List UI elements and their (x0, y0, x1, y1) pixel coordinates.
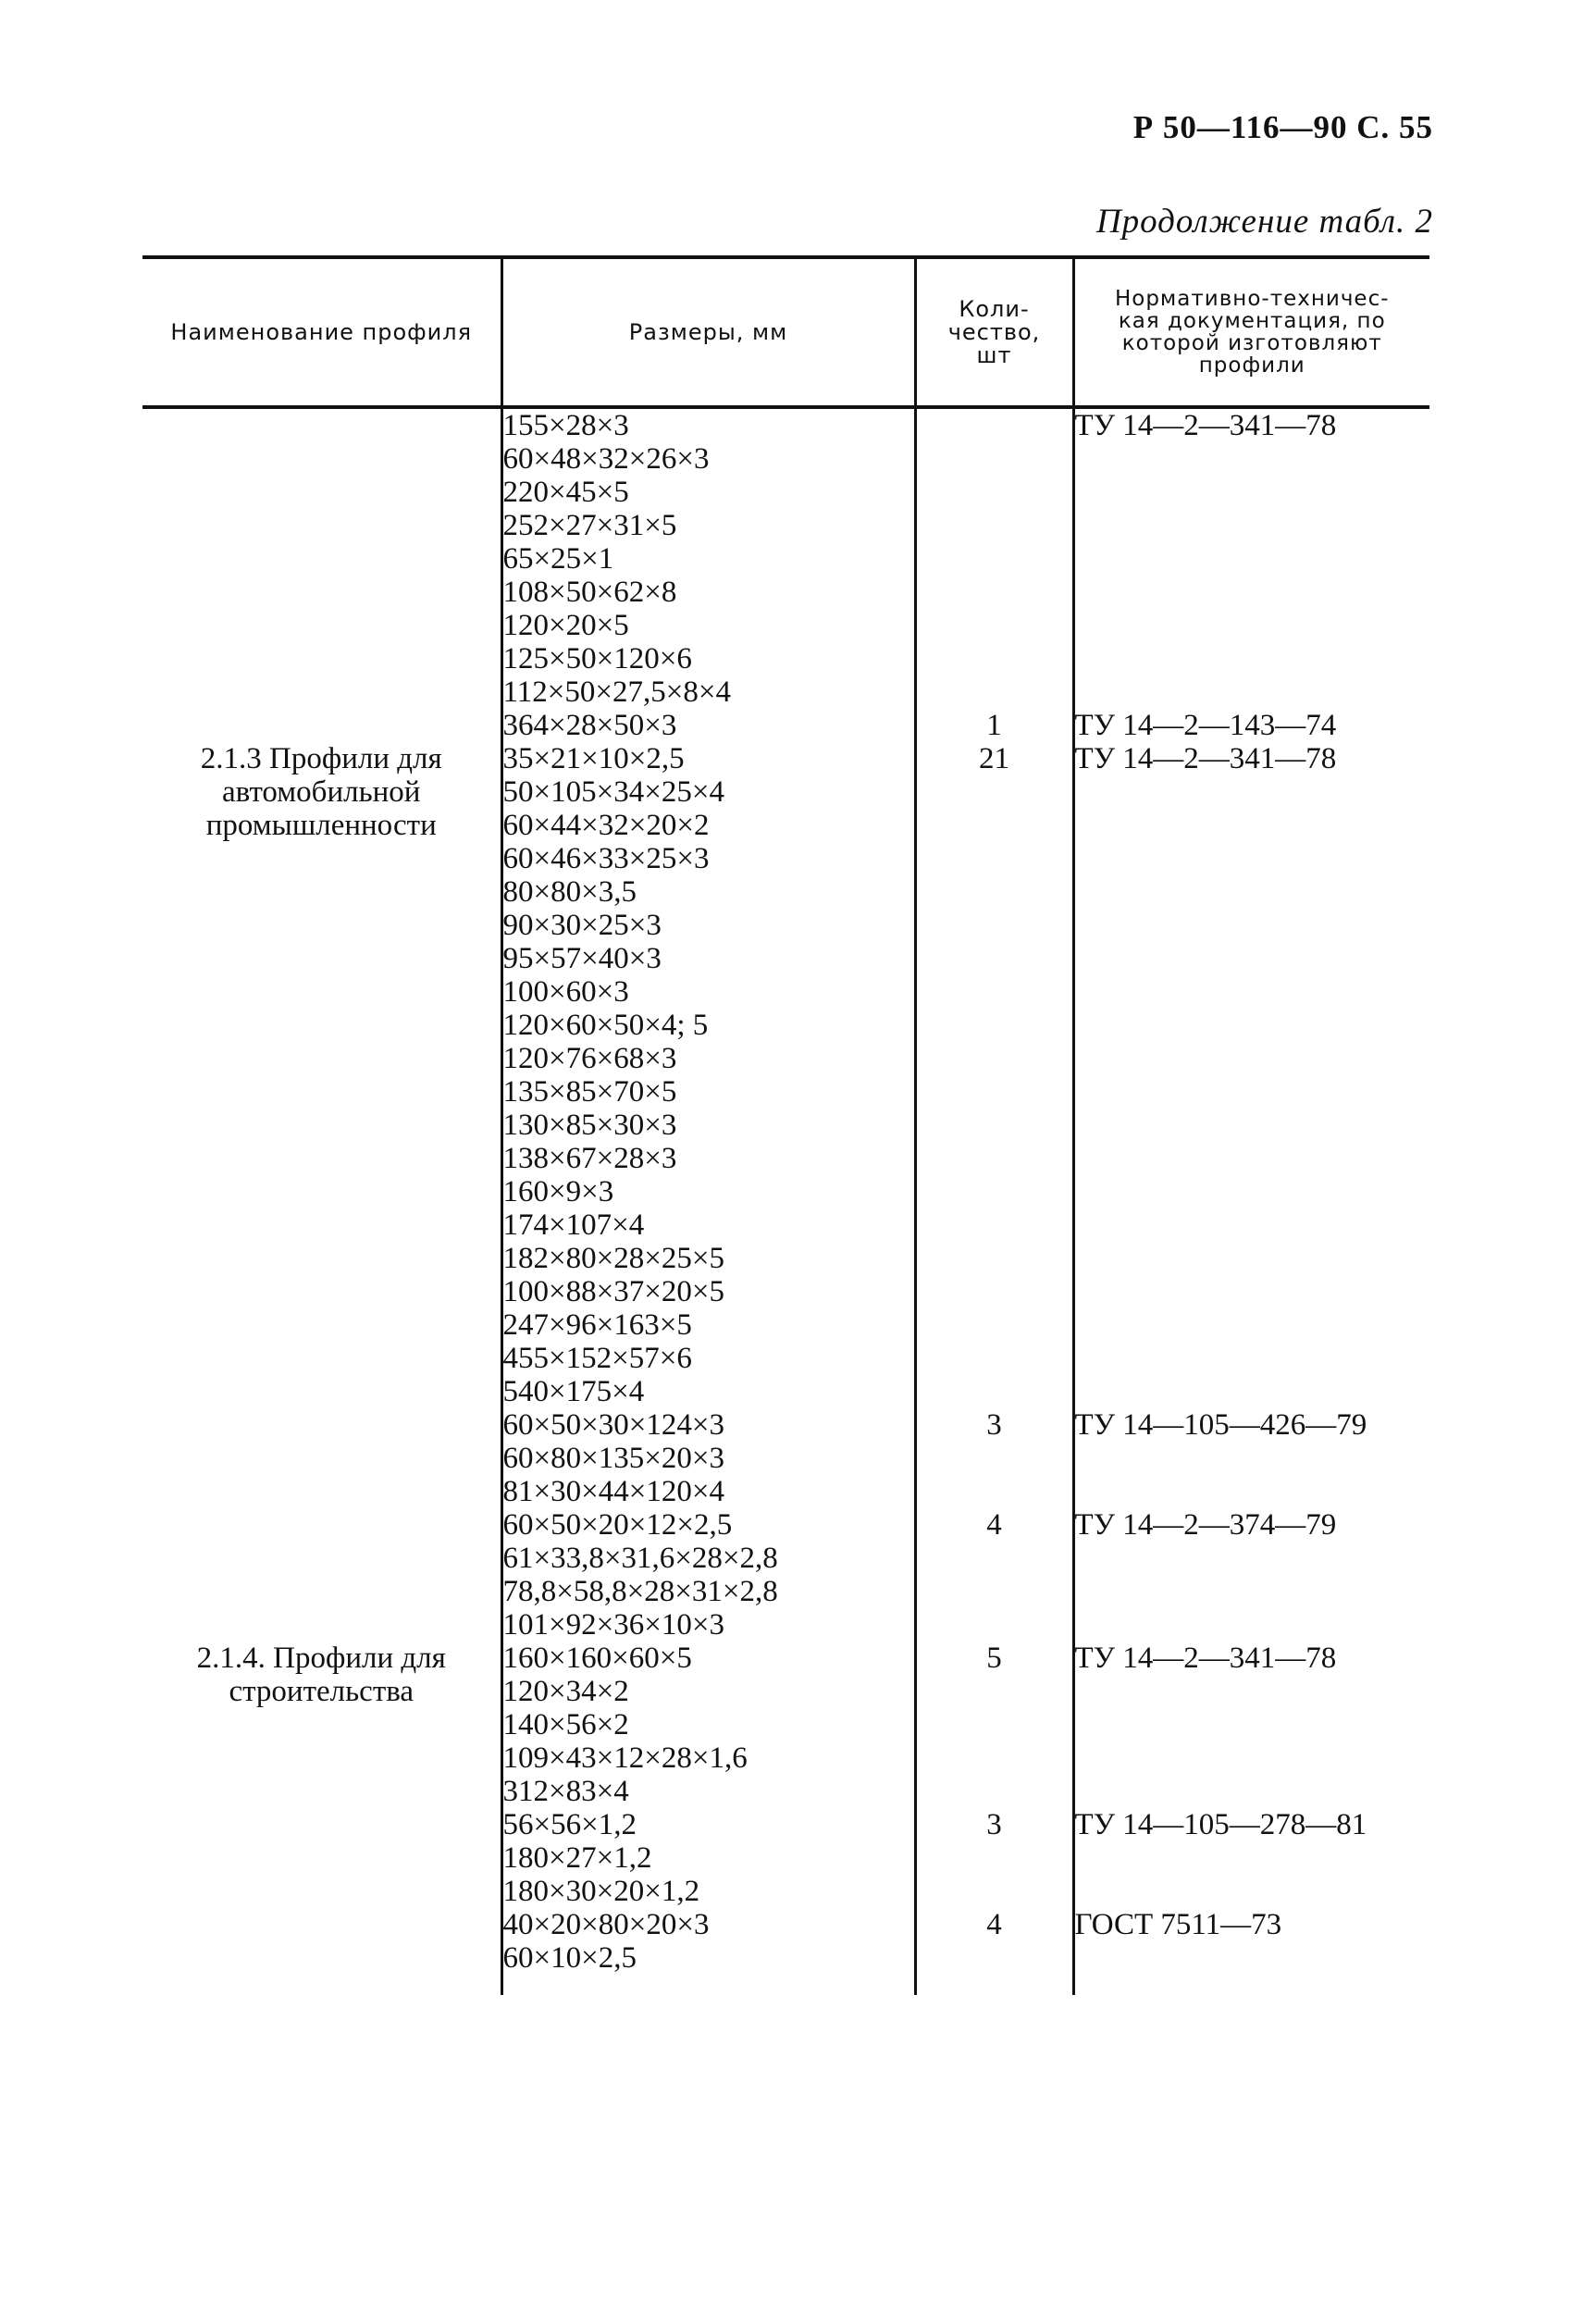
profile-name-cell (142, 407, 501, 709)
dimension-value: 80×80×3,5 (502, 875, 637, 909)
column-header-line: шт (976, 341, 1012, 368)
dimensions-cell (501, 1508, 915, 1642)
dimension-value: 125×50×120×6 (502, 642, 692, 675)
column-header-line: чество, (947, 318, 1041, 345)
dimension-value: 140×56×2 (502, 1708, 629, 1741)
column-header-name (142, 257, 501, 407)
dimension-value: 112×50×27,5×8×4 (502, 675, 731, 709)
dimension-value: 109×43×12×28×1,6 (502, 1741, 748, 1775)
column-header-ntd (1073, 257, 1429, 407)
profile-name-cell (142, 1808, 501, 1908)
ntd-cell: ГОСТ 7511—73 (1073, 1908, 1429, 1995)
dimension-value: 120×76×68×3 (502, 1042, 677, 1075)
dimension-value: 95×57×40×3 (502, 942, 662, 975)
profile-name-cell (142, 1908, 501, 1995)
dimension-value: 155×28×3 (502, 409, 629, 442)
table-row (142, 1508, 1429, 1642)
table-row (142, 1408, 1429, 1508)
quantity-cell (915, 407, 1073, 709)
column-header-line: профили (1198, 353, 1305, 378)
dimension-value: 81×30×44×120×4 (502, 1475, 724, 1508)
dimension-value: 65×25×1 (502, 542, 614, 576)
profile-name-cell (142, 709, 501, 742)
quantity-cell: 4 (915, 1908, 1073, 1995)
dimension-value: 61×33,8×31,6×28×2,8 (502, 1542, 778, 1575)
ntd-cell: ТУ 14—2—341—78 (1073, 1642, 1429, 1808)
dimension-value: 312×83×4 (502, 1775, 629, 1808)
dimension-value: 174×107×4 (502, 1208, 645, 1242)
profile-name-cell (142, 1408, 501, 1508)
dimension-value: 50×105×34×25×4 (502, 775, 724, 809)
dimension-value: 78,8×58,8×28×31×2,8 (502, 1575, 778, 1608)
dimension-value: 455×152×57×6 (502, 1342, 692, 1375)
dimension-value: 180×27×1,2 (502, 1841, 652, 1875)
profile-name-cell (142, 1508, 501, 1642)
dimensions-cell (501, 1808, 915, 1908)
dimension-value: 540×175×4 (502, 1375, 645, 1408)
ntd-cell: ТУ 14—105—278—81 (1073, 1808, 1429, 1908)
ntd-cell: ТУ 14—2—374—79 (1073, 1508, 1429, 1642)
dimensions-cell (501, 1908, 915, 1995)
dimension-value: 100×88×37×20×5 (502, 1275, 724, 1308)
dimension-value: 101×92×36×10×3 (502, 1608, 724, 1642)
dimension-value: 100×60×3 (502, 975, 629, 1009)
table-body (142, 407, 1429, 1995)
quantity-cell: 21 (915, 742, 1073, 1408)
dimension-value: 120×34×2 (502, 1675, 629, 1708)
dimension-value: 60×80×135×20×3 (502, 1442, 724, 1475)
profile-name-cell: 2.1.4. Профили для строительства (196, 1642, 446, 1708)
ntd-cell: ТУ 14—2—341—78 (1073, 407, 1429, 709)
dimension-value: 160×9×3 (502, 1175, 614, 1208)
column-header-line: Коли- (959, 295, 1030, 322)
dimension-value: 247×96×163×5 (502, 1308, 692, 1342)
table-continuation-label: Продолжение табл. 2 (1095, 203, 1433, 241)
dimension-value: 60×44×32×20×2 (502, 809, 710, 842)
dimension-value: 160×160×60×5 (502, 1642, 692, 1675)
dimension-value: 138×67×28×3 (502, 1142, 677, 1175)
dimension-value: 40×20×80×20×3 (502, 1908, 710, 1941)
dimensions-cell (501, 709, 915, 742)
dimensions-cell (501, 407, 915, 709)
column-header-line: Наименование профиля (170, 318, 473, 345)
table-row (142, 1642, 1429, 1808)
table-row (142, 709, 1429, 742)
dimension-value: 108×50×62×8 (502, 576, 677, 609)
dimension-value: 60×10×2,5 (502, 1941, 637, 1975)
profile-name-cell: 2.1.3 Профили для автомобильной промышленности (200, 742, 442, 842)
dimension-value: 364×28×50×3 (502, 709, 677, 742)
column-header-line: Размеры, мм (628, 318, 788, 345)
table-row (142, 1908, 1429, 1995)
quantity-cell: 4 (915, 1508, 1073, 1642)
dimension-value: 60×48×32×26×3 (502, 442, 710, 476)
table-header (142, 257, 1429, 407)
column-header-line: кая документация, по (1118, 309, 1386, 333)
column-header-dimensions (501, 257, 915, 407)
dimension-value: 120×60×50×4; 5 (502, 1009, 709, 1042)
dimension-value: 130×85×30×3 (502, 1109, 677, 1142)
dimension-value: 56×56×1,2 (502, 1808, 637, 1841)
table-row (142, 1808, 1429, 1908)
dimensions-cell (501, 1408, 915, 1508)
table-row (142, 742, 1429, 1408)
dimension-value: 220×45×5 (502, 476, 629, 509)
header-row (142, 257, 1429, 407)
column-header-quantity (915, 257, 1073, 407)
ntd-cell: ТУ 14—2—143—74 (1073, 709, 1429, 742)
dimension-value: 135×85×70×5 (502, 1075, 677, 1109)
quantity-cell: 5 (915, 1642, 1073, 1808)
table-row (142, 407, 1429, 709)
dimension-value: 60×46×33×25×3 (502, 842, 710, 875)
profiles-table (142, 255, 1429, 1995)
column-header-line: Нормативно-техничес- (1114, 287, 1390, 311)
ntd-cell: ТУ 14—105—426—79 (1073, 1408, 1429, 1508)
quantity-cell: 3 (915, 1408, 1073, 1508)
dimensions-cell (501, 1642, 915, 1808)
dimension-value: 60×50×20×12×2,5 (502, 1508, 733, 1542)
dimension-value: 120×20×5 (502, 609, 629, 642)
dimension-value: 35×21×10×2,5 (502, 742, 685, 775)
dimensions-cell (501, 742, 915, 1408)
dimension-value: 252×27×31×5 (502, 509, 677, 542)
dimension-value: 182×80×28×25×5 (502, 1242, 724, 1275)
dimension-value: 90×30×25×3 (502, 909, 662, 942)
quantity-cell: 1 (915, 709, 1073, 742)
page-reference: Р 50—116—90 С. 55 (1132, 109, 1433, 145)
ntd-cell: ТУ 14—2—341—78 (1073, 742, 1429, 1408)
quantity-cell: 3 (915, 1808, 1073, 1908)
column-header-line: которой изготовляют (1121, 331, 1382, 355)
dimension-value: 180×30×20×1,2 (502, 1875, 700, 1908)
dimension-value: 60×50×30×124×3 (502, 1408, 724, 1442)
